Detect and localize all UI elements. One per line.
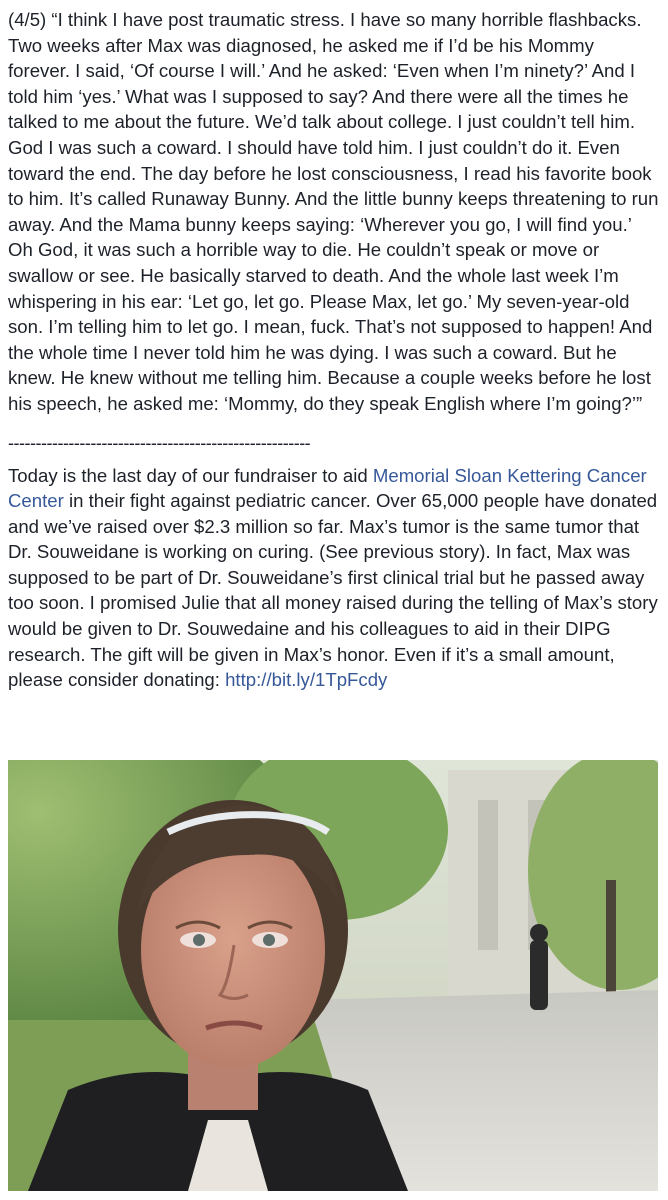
post-photo[interactable] <box>8 760 658 1191</box>
fundraiser-paragraph <box>8 463 660 693</box>
fundraiser-text-start: Today is the last day of our fundraiser to aid <box>8 464 373 486</box>
memorial-sloan-kettering-link[interactable]: Memorial Sloan Kettering Cancer Center <box>8 464 647 512</box>
photo-illustration <box>8 760 658 1191</box>
post-body <box>8 0 660 693</box>
story-quote: (4/5) “I think I have post traumatic stress. I have so many horrible flashbacks. Two weeks after Max was diagnosed, he asked me if I’d be his Mommy forever. I said, ‘Of course I will.’ And he asked: ‘Even when I’m ninety?’ And I told him ‘yes.’ What was I supposed to say? And there were all the times he talked to me about the future. We’d talk about college. I just couldn’t tell him. God I was such a coward. I should have told him. I just couldn’t do it. Even toward the end. The day before he lost consciousness, I read his favorite book to him. It’s called Runaway Bunny. And the little bunny keeps threatening to run away. And the Mama bunny keeps saying: ‘Wherever you go, I will find you.’ Oh God, it was such a horrible way to die. He couldn’t speak or move or swallow or see. He basically starved to death. And the whole last week I’m whispering in his ear: ‘Let go, let go. Please Max, let go.’ My seven-year-old son. I’m telling him to let go. I mean, fuck. That’s not supposed to happen! And the whole time I never told him he was dying. I was such a coward. But he knew. He knew without me telling him. Because a couple weeks before he lost his speech, he asked me: ‘Mommy, do they speak English where I’m going?’” <box>8 9 659 414</box>
fundraiser-text-end: in their fight against pediatric cancer. Over 65,000 people have donated and we’ve raised over $2.3 million so far. Max’s tumor is the same tumor that Dr. Souweidane is working on curing. (See previous story). In fact, Max was supposed to be part of Dr. Souweidane’s first clinical trial but he passed away too soon. I promised Julie that all money raised during the telling of Max’s story would be given to Dr. Souwedaine and his colleagues to aid in their DIPG research. The gift will be given in Max’s honor. Even if it’s a small amount, please consider donating: <box>8 490 658 691</box>
separator-line: ------------------------------------------------------- <box>8 432 311 453</box>
donation-link[interactable]: http://bit.ly/1TpFcdy <box>225 669 388 691</box>
